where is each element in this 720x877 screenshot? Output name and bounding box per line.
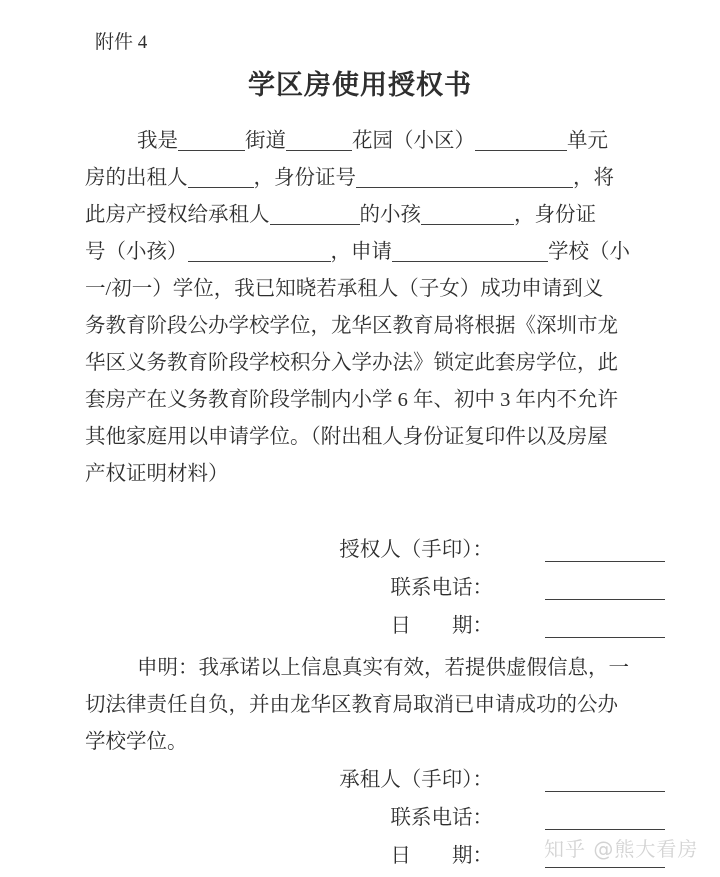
- blank-field: [475, 139, 567, 151]
- document-title: 学区房使用授权书: [248, 70, 472, 100]
- signature-row: [0, 601, 720, 639]
- signature-label: 授权人（手印）：: [339, 539, 493, 562]
- blank-field: [188, 176, 254, 188]
- text-line: 产权证明材料）: [85, 463, 229, 485]
- text-line: 其他家庭用以申请学位。（附出租人身份证复印件以及房屋: [85, 426, 608, 448]
- signature-label: 联系电话：: [390, 807, 493, 830]
- signature-label: 承租人（手印）：: [339, 769, 493, 792]
- signature-row: [0, 755, 720, 793]
- declaration-paragraph: [85, 650, 645, 761]
- blank-field: [270, 213, 360, 225]
- text-line: 华区义务教育阶段学校积分入学办法》锁定此套房学位，此: [85, 352, 618, 374]
- attachment-label: 附件 4: [95, 32, 148, 53]
- text-line: 切法律责任自负，并由龙华区教育局取消已申请成功的公办: [85, 694, 618, 716]
- authorization-paragraph: [85, 123, 645, 493]
- signature-line: [545, 824, 665, 830]
- text-line: 务教育阶段公办学校学位，龙华区教育局将根据《深圳市龙: [85, 315, 618, 337]
- text-line: 我是 街道 花园（小区） 单元: [137, 130, 608, 152]
- blank-field: [392, 250, 548, 262]
- signature-line: [545, 556, 665, 562]
- text-line: 申明：我承诺以上信息真实有效，若提供虚假信息，一: [137, 657, 629, 679]
- signature-label: 日 期：: [390, 845, 493, 868]
- signature-line: [545, 632, 665, 638]
- blank-field: [286, 139, 352, 151]
- blank-field: [178, 139, 245, 151]
- watermark: 知乎 @熊大看房: [544, 837, 699, 861]
- text-line: 号（小孩） ，申请 学校（小: [85, 241, 630, 263]
- blank-field: [421, 213, 514, 225]
- signature-row: [0, 563, 720, 601]
- text-line: 一/初一）学位，我已知晓若承租人（子女）成功申请到义: [85, 278, 604, 300]
- text-line: 此房产授权给承租人 的小孩 ，身份证: [85, 204, 596, 226]
- signature-line: [545, 862, 665, 868]
- signature-row: [0, 793, 720, 831]
- signature-label: 日 期：: [390, 615, 493, 638]
- blank-field: [356, 176, 573, 188]
- text-line: 学校学位。: [85, 731, 188, 753]
- blank-field: [188, 250, 331, 262]
- text-line: 房的出租人 ，身份证号 ，将: [85, 167, 614, 189]
- signature-line: [545, 594, 665, 600]
- authorizer-signature-block: [0, 525, 720, 639]
- text-line: 套房产在义务教育阶段学制内小学 6 年、初中 3 年内不允许: [85, 389, 618, 411]
- signature-label: 联系电话：: [390, 577, 493, 600]
- signature-line: [545, 786, 665, 792]
- signature-row: [0, 525, 720, 563]
